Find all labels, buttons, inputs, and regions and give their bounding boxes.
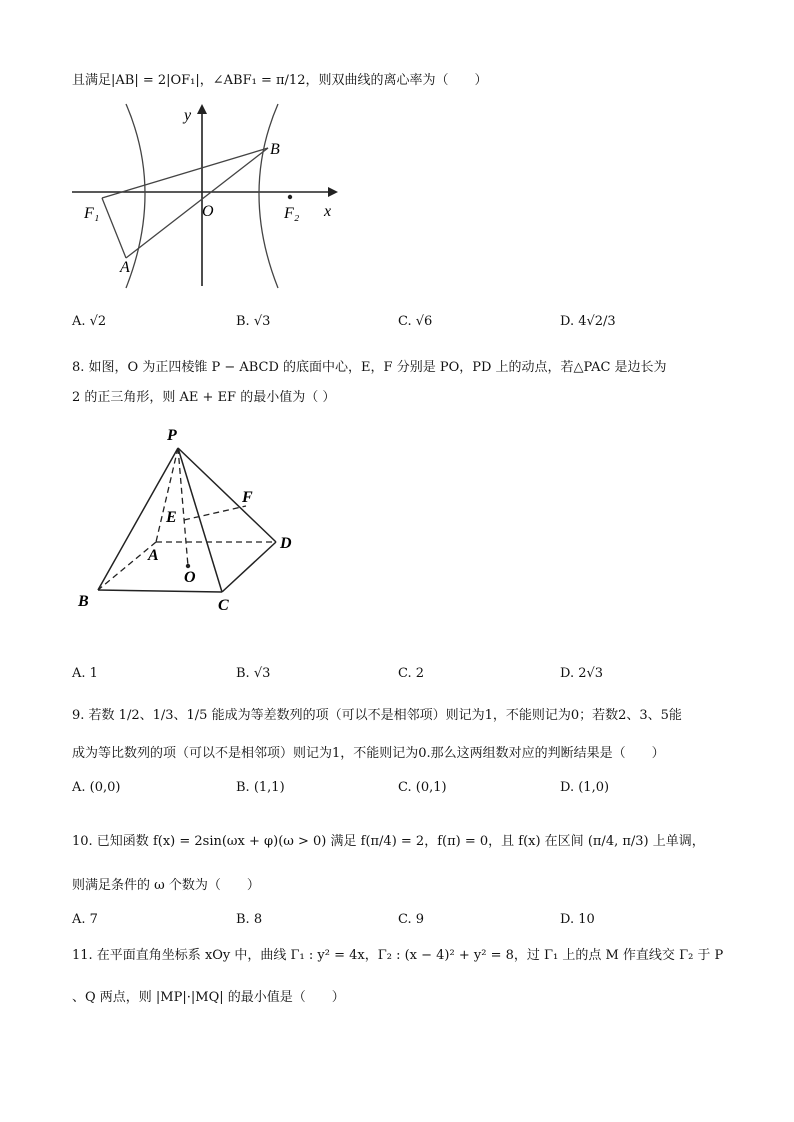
q9-option-b: B. (1,1) — [236, 780, 285, 795]
q9-option-a: A. (0,0) — [72, 780, 121, 795]
label-O: O — [202, 203, 214, 220]
label-x: x — [324, 203, 332, 220]
label-B: B — [78, 593, 89, 610]
label-C: C — [218, 597, 229, 614]
q8-option-d: D. 2√3 — [560, 666, 604, 681]
q8-option-b: B. √3 — [236, 666, 271, 681]
edge-BC — [98, 590, 222, 592]
edge-CD — [222, 542, 276, 592]
label-B: B — [270, 141, 280, 158]
q11-stem-line2: 、Q 两点，则 |MP|·|MQ| 的最小值是（ ） — [72, 990, 345, 1005]
q10-option-a: A. 7 — [72, 912, 98, 927]
q7-option-a: A. √2 — [72, 314, 107, 329]
q10-stem-line1: 10. 已知函数 f(x) = 2sin(ωx + φ)(ω > 0) 满足 f(π/4) = 2，f(π) = 0，且 f(x) 在区间 (π/4, π/3) 上单调， — [72, 834, 705, 849]
q9-option-c: C. (0,1) — [398, 780, 447, 795]
q8-option-a: A. 1 — [72, 666, 98, 681]
q8-stem-line2: 2 的正三角形，则 AE + EF 的最小值为（ ） — [72, 390, 336, 405]
label-O: O — [184, 569, 196, 586]
line-F1-B — [102, 148, 268, 198]
q7-option-d: D. 4√2/3 — [560, 314, 616, 329]
q10-option-d: D. 10 — [560, 912, 595, 927]
line-F1-A — [102, 198, 126, 258]
q8-option-c: C. 2 — [398, 666, 425, 681]
right-branch — [259, 104, 278, 288]
label-F2: F₂ — [284, 205, 300, 222]
q8-stem-line1: 8. 如图，O 为正四棱锥 P − ABCD 的底面中心，E，F 分别是 PO，PD 上的动点，若△PAC 是边长为 — [72, 360, 667, 375]
segment-EF — [184, 506, 246, 520]
q10-stem-line2: 则满足条件的 ω 个数为（ ） — [72, 878, 260, 893]
y-axis-arrow — [197, 104, 207, 114]
label-F: F — [242, 489, 253, 506]
label-P: P — [167, 427, 177, 444]
q9-stem-line1: 9. 若数 1/2、1/3、1/5 能成为等差数列的项（可以不是相邻项）则记为1，不能则记为0；若数2、3、5能 — [72, 708, 682, 723]
q10-option-b: B. 8 — [236, 912, 263, 927]
q11-stem-line1: 11. 在平面直角坐标系 xOy 中，曲线 Γ₁ : y² = 4x，Γ₂ : (x − 4)² + y² = 8，过 Γ₁ 上的点 M 作直线交 Γ₂ 于 P — [72, 948, 724, 963]
q10-option-c: C. 9 — [398, 912, 425, 927]
label-D: D — [280, 535, 292, 552]
q9-stem-line2: 成为等比数列的项（可以不是相邻项）则记为1，不能则记为0.那么这两组数对应的判断结果是（ ） — [72, 746, 665, 761]
label-E: E — [166, 509, 177, 526]
label-A: A — [148, 547, 159, 564]
q7-hyperbola-figure — [66, 100, 346, 290]
q9-option-d: D. (1,0) — [560, 780, 610, 795]
q7-stem: 且满足|AB| = 2|OF₁|，∠ABF₁ = π/12，则双曲线的离心率为（ ） — [72, 73, 488, 88]
label-A: A — [120, 259, 130, 276]
q7-option-c: C. √6 — [398, 314, 433, 329]
q8-pyramid-figure — [72, 420, 312, 620]
line-A-B — [126, 148, 268, 258]
F2-point — [288, 195, 292, 199]
label-F1: F₁ — [84, 205, 100, 222]
label-y: y — [184, 107, 192, 124]
q7-option-b: B. √3 — [236, 314, 271, 329]
edge-PA — [156, 448, 178, 542]
x-axis-arrow — [328, 187, 338, 197]
point-O — [186, 564, 190, 568]
